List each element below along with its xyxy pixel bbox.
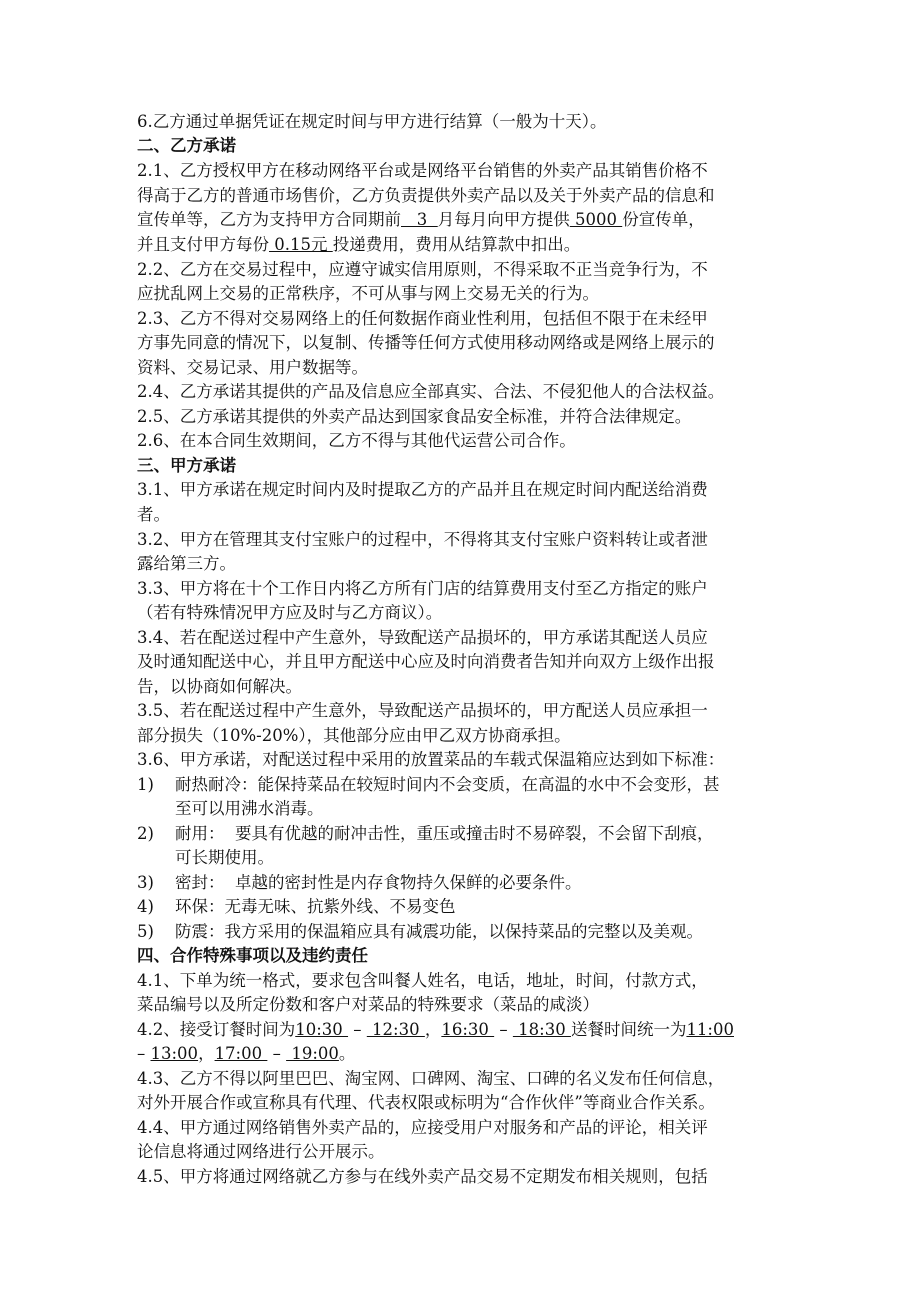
clause-2-4: 2.4、乙方承诺其提供的产品及信息应全部真实、合法、不侵犯他人的合法权益。 [137,382,725,401]
section-heading-3: 三、甲方承诺 [137,456,236,475]
list-number: 4) [137,897,154,916]
dash: – [348,1020,367,1039]
clause-3-3-line-2: （若有特殊情况甲方应及时与乙方商议）。 [137,603,443,622]
time-blank: 19:00 [286,1044,339,1063]
list-text: 环保：无毒无味、抗紫外线、不易变色 [175,897,456,916]
clause-2-2-line-2: 应扰乱网上交易的正常秩序，不可从事与网上交易无关的行为。 [137,284,599,303]
list-number: 2) [137,824,154,843]
clause-2-5: 2.5、乙方承诺其提供的外卖产品达到国家食品安全标准，并符合法律规定。 [137,407,692,426]
clause-4-1-line-2: 菜品编号以及所定份数和客户对菜品的特殊要求（菜品的咸淡） [137,995,599,1014]
clause-4-4-line-1: 4.4、甲方通过网络销售外卖产品的，应接受用户对服务和产品的评论，相关评 [137,1118,708,1137]
section-heading-4: 四、合作特殊事项以及违约责任 [137,946,368,965]
clause-3-2-line-2: 露给第三方。 [137,554,236,573]
clause-2-1-line-2: 得高于乙方的普通市场售价，乙方负责提供外卖产品以及关于外卖产品的信息和 [137,186,715,205]
clause-4-5-line-1: 4.5、甲方将通过网络就乙方参与在线外卖产品交易不定期发布相关规则，包括 [137,1167,708,1186]
clause-4-4-line-2: 论信息将通过网络进行公开展示。 [137,1142,385,1161]
clause-2-1-line-3 [137,208,705,232]
period: 。 [338,1044,356,1063]
fee-blank: 0.15元 [269,235,333,254]
leaflets-blank: 5000 [569,210,623,229]
list-item-2-cont: 可长期使用。 [175,848,274,867]
list-text: 耐用： 要具有优越的耐冲击性，重压或撞击时不易碎裂，不会留下刮痕， [175,824,714,843]
months-blank: 3 [401,210,438,229]
clause-3-5-line-2: 部分损失（10%-20%），其他部分应由甲乙双方协商承担。 [137,726,571,745]
clause-text: 4.2、接受订餐时间为 [137,1020,296,1039]
comma: ， [198,1044,215,1063]
list-item-1 [137,773,720,797]
list-text: 密封： 卓越的密封性是内存食物持久保鲜的必要条件。 [175,873,582,892]
comma: ， [424,1020,442,1039]
list-text: 耐热耐冷：能保持菜品在较短时间内不会变质，在高温的水中不会变形，甚 [175,775,720,794]
list-number: 5) [137,922,154,941]
clause-3-4-line-2: 及时通知配送中心，并且甲方配送中心应及时向消费者告知并向双方上级作出报 [137,652,715,671]
clause-2-3-line-1: 2.3、乙方不得对交易网络上的任何数据作商业性利用，包括但不限于在未经甲 [137,309,708,328]
clause-3-3-line-1: 3.3、甲方将在十个工作日内将乙方所有门店的结算费用支付至乙方指定的账户 [137,579,708,598]
clause-4-2-line-2 [137,1042,355,1066]
clause-3-4-line-1: 3.4、若在配送过程中产生意外，导致配送产品损坏的，甲方承诺其配送人员应 [137,628,708,647]
clause-3-1-line-1: 3.1、甲方承诺在规定时间内及时提取乙方的产品并且在规定时间内配送给消费 [137,480,708,499]
list-item-1-cont: 至可以用沸水消毒。 [175,799,324,818]
clause-2-3-line-2: 方事先同意的情况下，以复制、传播等任何方式使用移动网络或是网络上展示的 [137,333,715,352]
time-blank: 16:30 [441,1020,495,1039]
clause-4-1-line-1: 4.1、下单为统一格式，要求包含叫餐人姓名，电话，地址，时间，付款方式， [137,971,708,990]
dash: – [494,1020,513,1039]
list-text: 防震：我方采用的保温箱应具有减震功能，以保持菜品的完整以及美观。 [175,922,703,941]
clause-3-5-line-1: 3.5、若在配送过程中产生意外，导致配送产品损坏的，甲方配送人员应承担一 [137,701,708,720]
clause-2-6: 2.6、在本合同生效期间，乙方不得与其他代运营公司合作。 [137,431,576,450]
time-blank: 17:00 [214,1044,268,1063]
time-blank: 10:30 [295,1020,349,1039]
clause-text: 宣传单等，乙方为支持甲方合同期前 [137,210,401,229]
list-number: 1) [137,775,154,794]
clause-text: 投递费用，费用从结算款中扣出。 [332,235,581,254]
paragraph-6: 6.乙方通过单据凭证在规定时间与甲方进行结算（一般为十天）。 [137,112,607,131]
list-item-2 [137,822,714,846]
clause-2-2-line-1: 2.2、乙方在交易过程中，应遵守诚实信用原则，不得采取不正当竞争行为，不 [137,260,708,279]
section-heading-2: 二、乙方承诺 [137,136,236,155]
clause-3-6: 3.6、甲方承诺，对配送过程中采用的放置菜品的车载式保温箱应达到如下标准： [137,750,725,769]
time-blank: 12:30 [366,1020,425,1039]
dash: – [137,1044,151,1063]
list-item-5 [137,920,703,944]
clause-text: 送餐时间统一为 [570,1020,687,1039]
dash: – [267,1044,287,1063]
list-item-3 [137,871,582,895]
list-number: 3) [137,873,154,892]
clause-4-3-line-1: 4.3、乙方不得以阿里巴巴、淘宝网、口碑网、淘宝、口碑的名义发布任何信息， [137,1069,725,1088]
clause-2-1-line-1: 2.1、乙方授权甲方在移动网络平台或是网络平台销售的外卖产品其销售价格不 [137,161,708,180]
clause-4-2-line-1 [137,1018,734,1042]
clause-text: 月每月向甲方提供 [437,210,570,229]
clause-text: 份宣传单， [622,210,705,229]
clause-3-4-line-3: 告，以协商如何解决。 [137,677,302,696]
clause-3-1-line-2: 者。 [137,505,170,524]
time-blank: 13:00 [150,1044,199,1063]
list-item-4 [137,895,456,919]
time-blank: 18:30 [512,1020,571,1039]
clause-2-1-line-4 [137,233,580,257]
clause-3-2-line-1: 3.2、甲方在管理其支付宝账户的过程中，不得将其支付宝账户资料转让或者泄 [137,530,708,549]
clause-text: 并且支付甲方每份 [137,235,269,254]
time-blank: 11:00 [686,1020,734,1039]
clause-4-3-line-2: 对外开展合作或宣称具有代理、代表权限或标明为“合作伙伴”等商业合作关系。 [137,1093,715,1112]
clause-2-3-line-3: 资料、交易记录、用户数据等。 [137,358,368,377]
